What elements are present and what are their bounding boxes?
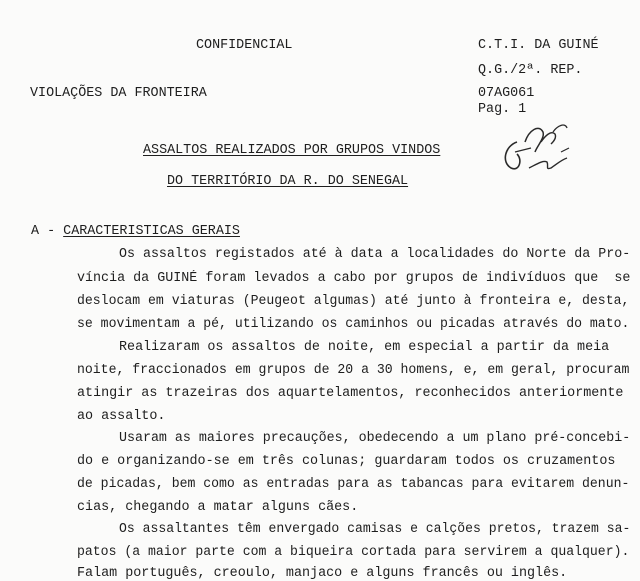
reference-number: 07AG061 <box>478 86 535 101</box>
section-prefix: A - <box>31 224 64 239</box>
body-line: do e organizando-se em três colunas; guardaram todos os cruzamentos <box>77 454 616 469</box>
body-line: de picadas, bem como as entradas para as tabancas para evitarem denun- <box>77 477 630 492</box>
body-line: Falam português, creoulo, manjaco e alguns francês ou inglês. <box>77 566 568 581</box>
section-heading <box>31 224 240 239</box>
body-line: ao assalto. <box>77 409 166 424</box>
handwritten-signature <box>495 112 585 192</box>
section-heading-text: CARACTERISTICAS GERAIS <box>63 224 240 239</box>
organization-label: C.T.I. DA GUINÉ <box>478 38 599 53</box>
body-line: patos (a maior parte com a biqueira cortada para servirem a qualquer). <box>77 545 630 560</box>
body-line: Os assaltos registados até à data a localidades do Norte da Pro- <box>119 247 631 262</box>
body-line: Usaram as maiores precauções, obedecendo a um plano pré-concebi- <box>119 431 631 446</box>
body-line: víncia da GUINÉ foram levados a cabo por grupos de indivíduos que se <box>77 271 631 286</box>
body-line: noite, fraccionados em grupos de 20 a 30 homens, e, em geral, procuram <box>77 363 630 378</box>
classification-label: CONFIDENCIAL <box>196 38 293 53</box>
body-line: Os assaltantes têm envergado camisas e calções pretos, trazem sa- <box>119 522 631 537</box>
body-line: se movimentam a pé, utilizando os caminhos ou picadas através do mato. <box>77 317 630 332</box>
document-subject: VIOLAÇÕES DA FRONTEIRA <box>30 86 207 101</box>
title-line-1: ASSALTOS REALIZADOS POR GRUPOS VINDOS <box>143 143 441 158</box>
page-number: Pag. 1 <box>478 102 527 117</box>
unit-label: Q.G./2ª. REP. <box>478 63 583 78</box>
body-line: atingir as trazeiras dos aquartelamentos, reconhecidos anteriormente <box>77 386 624 401</box>
title-line-2: DO TERRITÓRIO DA R. DO SENEGAL <box>167 174 409 189</box>
body-line: cias, chegando a matar alguns cães. <box>77 500 359 515</box>
body-line: Realizaram os assaltos de noite, em especial a partir da meia <box>119 340 610 355</box>
body-line: deslocam em viaturas (Peugeot algumas) até junto à fronteira e, desta, <box>77 294 630 309</box>
